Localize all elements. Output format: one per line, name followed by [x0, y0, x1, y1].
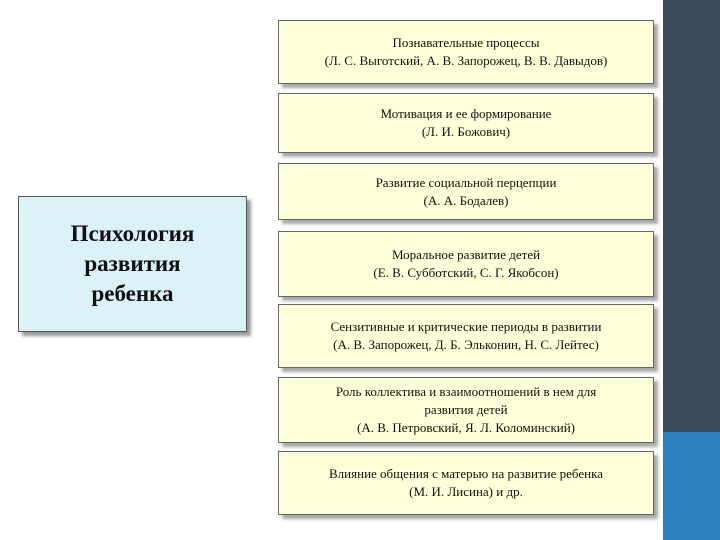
topic-box-sensitive-periods [278, 304, 654, 368]
main-title-line-1: Психология [70, 221, 195, 246]
main-topic-title [71, 219, 195, 309]
topic-title: Влияние общения с матерью на развитие ребенка [329, 466, 603, 481]
topic-title: Сензитивные и критические периоды в развитии [330, 319, 602, 334]
topic-title: Моральное развитие детей [391, 247, 541, 262]
topic-authors: (А. А. Бодалев) [423, 192, 509, 208]
main-title-line-2: развития [84, 251, 181, 276]
topic-box-collective-role [278, 377, 654, 443]
topic-authors: (Е. В. Субботский, С. Г. Якобсон) [373, 265, 559, 280]
topic-box-mother-communication [278, 451, 654, 515]
topic-title-continued: развития детей [424, 402, 508, 417]
topic-box-social-perception [278, 163, 654, 220]
topic-box-cognitive-processes [278, 20, 654, 84]
topic-authors: (М. И. Лисина) и др. [409, 484, 523, 499]
topic-box-motivation [278, 93, 654, 153]
topic-authors: (Л. И. Божович) [421, 124, 511, 139]
topic-authors: (А. В. Петровский, Я. Л. Коломинский) [357, 420, 575, 435]
main-topic-box [18, 196, 247, 332]
topic-title: Роль коллектива и взаимоотношений в нем для [335, 384, 597, 399]
topic-box-moral-development [278, 231, 654, 297]
side-decoration-accent [663, 432, 720, 540]
topic-title: Мотивация и ее формирование [380, 106, 552, 121]
topic-authors: (Л. С. Выготский, А. В. Запорожец, В. В. Давыдов) [324, 53, 608, 68]
topic-title: Познавательные процессы [392, 35, 540, 50]
topic-authors: (А. В. Запорожец, Д. Б. Эльконин, Н. С. Лейтес) [333, 337, 599, 352]
topic-title: Развитие социальной перцепции [375, 174, 557, 190]
main-title-line-3: ребенка [91, 281, 174, 306]
